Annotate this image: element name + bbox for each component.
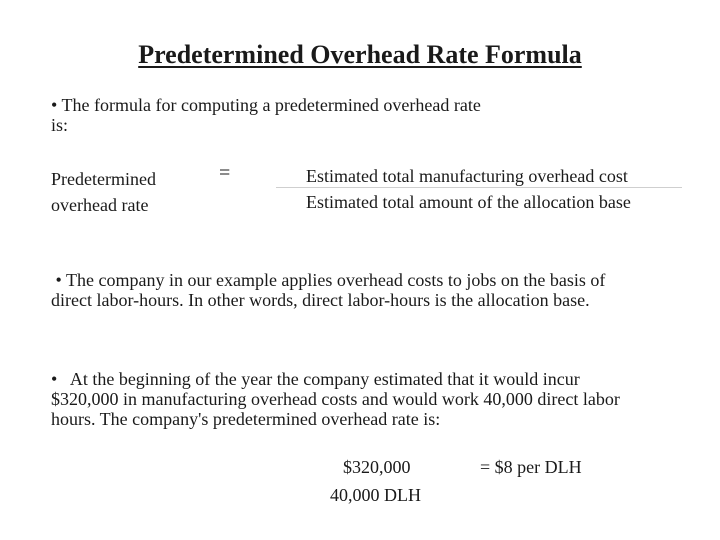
equals-sign: = [219, 162, 231, 184]
formula-numerator: Estimated total manufacturing overhead cost [306, 166, 628, 186]
paragraph-line [51, 270, 691, 290]
bullet-glyph: • [51, 95, 58, 115]
formula-left-side [51, 166, 156, 218]
page-title: Predetermined Overhead Rate Formula [138, 40, 582, 69]
formula-left-line: Predetermined [51, 169, 156, 189]
allocation-base-paragraph [51, 270, 691, 310]
paragraph-line [51, 369, 691, 389]
formula-denominator: Estimated total amount of the allocation base [306, 192, 631, 212]
paragraph-line [51, 95, 611, 115]
fraction-bar [276, 187, 682, 188]
estimate-paragraph [51, 369, 691, 429]
calculation-denominator: 40,000 DLH [330, 485, 421, 505]
bullet-glyph: • [51, 369, 58, 389]
paragraph-line: direct labor-hours. In other words, direct labor-hours is the allocation base. [51, 290, 590, 310]
calculation-result: = $8 per DLH [480, 457, 582, 477]
formula-left-line: overhead rate [51, 195, 149, 215]
formula-intro-paragraph [51, 95, 611, 135]
paragraph-text: The company in our example applies overhead costs to jobs on the basis of [66, 270, 606, 290]
calculation-numerator: $320,000 [343, 457, 411, 477]
paragraph-text: The formula for computing a predetermined overhead rate [61, 95, 481, 115]
paragraph-line: is: [51, 115, 69, 135]
paragraph-text: At the beginning of the year the company estimated that it would incur [69, 369, 580, 389]
paragraph-line: hours. The company's predetermined overhead rate is: [51, 409, 441, 429]
bullet-glyph: • [55, 270, 62, 290]
paragraph-line: $320,000 in manufacturing overhead costs and would work 40,000 direct labor [51, 389, 620, 409]
